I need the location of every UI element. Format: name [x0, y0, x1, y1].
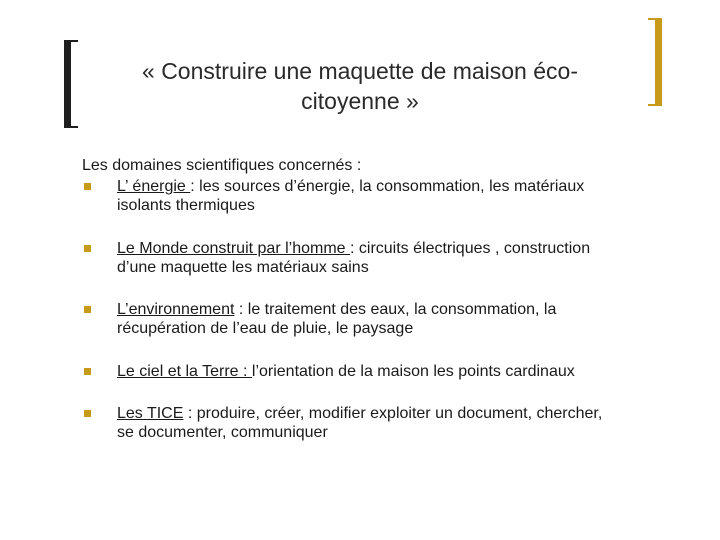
item-label: Le Monde construit par l’homme [117, 240, 350, 257]
list-item [82, 404, 682, 442]
list-item-text [117, 300, 682, 338]
bullet-icon [84, 368, 91, 375]
bullet-icon [84, 306, 91, 313]
item-label: Le ciel et la Terre : [117, 363, 252, 380]
list-item-text [117, 177, 682, 215]
list-item-text [117, 239, 682, 277]
item-label: L’ énergie [117, 178, 191, 195]
title-line-1: « Construire une maquette de maison éco- [142, 58, 578, 84]
intro-suffix: : [352, 157, 362, 174]
list-item-text [117, 362, 682, 381]
list-item [82, 362, 682, 381]
title-line-2: citoyenne » [301, 88, 419, 114]
right-bracket-decoration [648, 18, 662, 106]
list-item [82, 300, 682, 338]
intro-text [82, 156, 361, 175]
bullet-icon [84, 245, 91, 252]
list-item [82, 239, 682, 277]
bullet-icon [84, 410, 91, 417]
item-line-2: d’une maquette les matériaux sains [117, 259, 369, 276]
item-label: Les TICE [117, 405, 184, 422]
item-line-1: : les sources d’énergie, la consommation, les matériaux [190, 178, 585, 195]
intro-heading: Les domaines scientifiques concernés [82, 157, 353, 174]
item-line-1: : circuits électriques , construction [350, 240, 591, 257]
left-bracket-decoration [64, 40, 78, 128]
item-line-1: l’orientation de la maison les points cardinaux [251, 363, 575, 380]
item-line-1: : produire, créer, modifier exploiter un document, chercher, [183, 405, 603, 422]
item-label: L’environnement [117, 301, 235, 318]
item-line-1: : le traitement des eaux, la consommation, la [234, 301, 557, 318]
item-line-2: isolants thermiques [117, 197, 255, 214]
list-item [82, 177, 682, 215]
bullet-icon [84, 183, 91, 190]
list-item-text [117, 404, 682, 442]
slide-title [90, 56, 630, 116]
item-line-2: se documenter, communiquer [117, 424, 328, 441]
item-line-2: récupération de l’eau de pluie, le paysage [117, 320, 414, 337]
